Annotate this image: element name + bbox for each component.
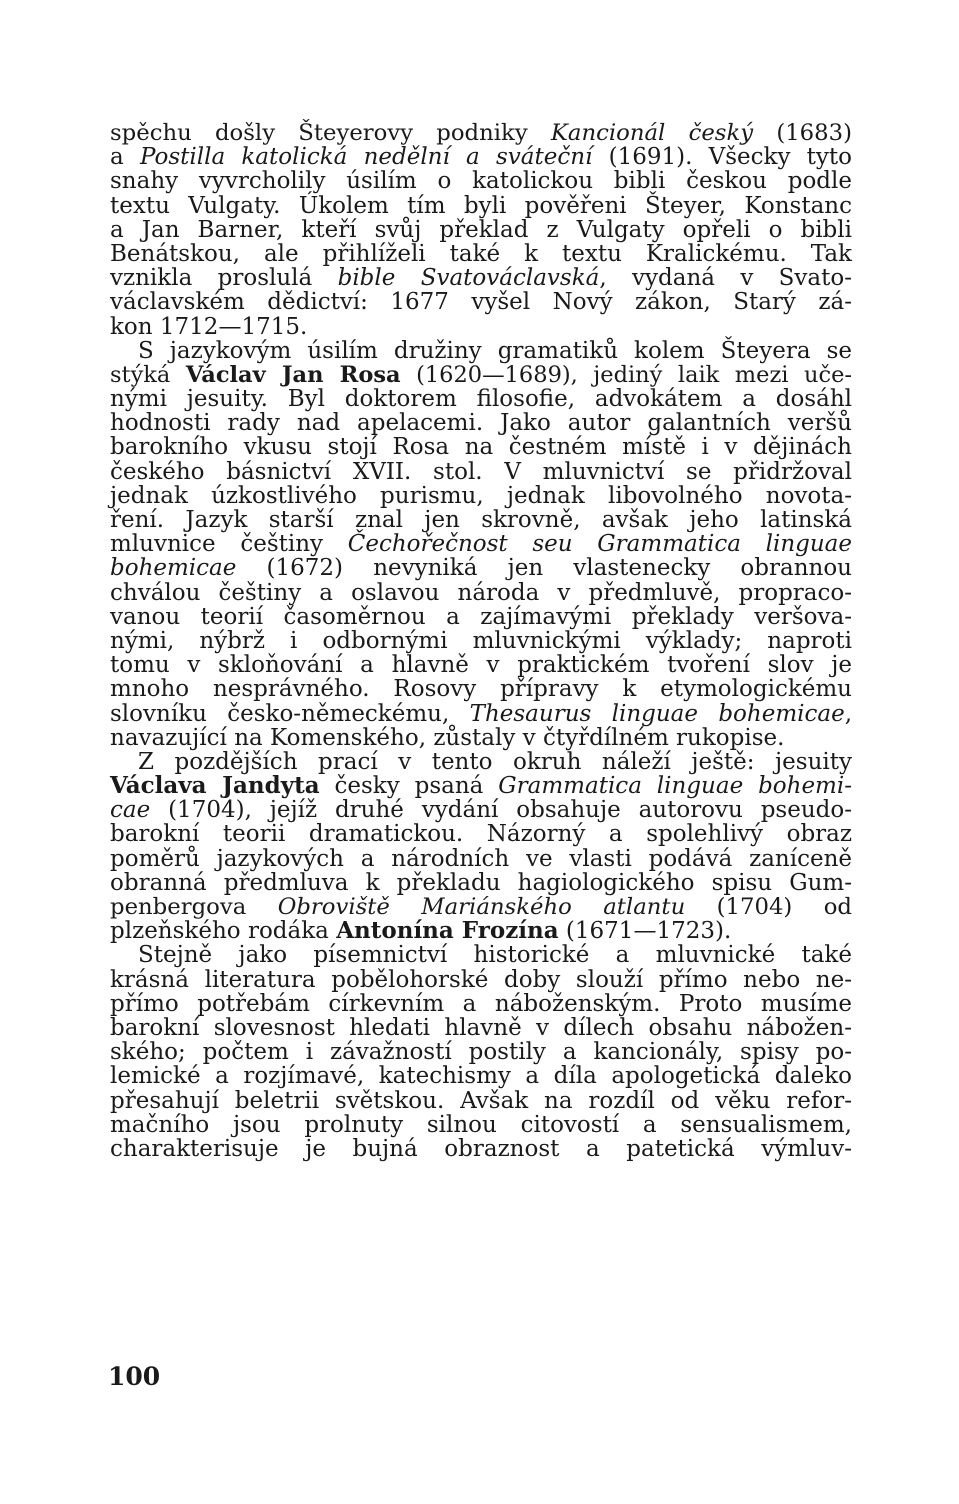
text-run: a bbox=[110, 144, 140, 171]
text-run: barokní teorii dramatickou. Názorný a spolehlivý obraz bbox=[110, 821, 852, 848]
text-run: S jazykovým úsilím družiny gramatiků kolem Šteyera se bbox=[138, 337, 852, 364]
text-run: česky psaná bbox=[319, 773, 499, 800]
bold-name: Antonína Frozína bbox=[336, 917, 559, 945]
text-line bbox=[110, 1040, 852, 1064]
text-line bbox=[110, 581, 852, 605]
text-line bbox=[110, 363, 852, 387]
text-line bbox=[110, 605, 852, 629]
text-run: vznikla proslulá bbox=[110, 265, 338, 292]
body-text bbox=[110, 121, 852, 1161]
text-line bbox=[110, 218, 852, 242]
text-run: (1620—1689), jediný laik mezi uče- bbox=[400, 361, 852, 388]
text-run: mnoho nesprávného. Rosovy přípravy k etymologickému bbox=[110, 676, 852, 703]
text-run: chválou češtiny a oslavou národa v předmluvě, propraco- bbox=[110, 579, 852, 606]
text-run: kon 1712—1715. bbox=[110, 313, 308, 340]
text-line bbox=[110, 968, 852, 992]
text-run: poměrů jazykových a národních ve vlasti podává zaníceně bbox=[110, 845, 852, 872]
italic-title: bohemicae bbox=[110, 555, 237, 582]
text-line bbox=[110, 169, 852, 193]
text-run: přesahují beletrii světskou. Avšak na rozdíl od věku refor- bbox=[110, 1087, 852, 1114]
text-run: českého básnictví XVII. stol. V mluvnictví se přidržoval bbox=[110, 458, 852, 485]
text-run: charakterisuje je bujná obraznost a patetická výmluv- bbox=[110, 1135, 852, 1162]
text-line bbox=[110, 750, 852, 774]
text-run: (1691). Všecky tyto bbox=[592, 144, 852, 171]
text-line bbox=[110, 460, 852, 484]
italic-title: Čechořečnost seu Grammatica linguae bbox=[347, 531, 852, 558]
text-run: textu Vulgaty. Úkolem tím byli pověřeni Šteyer, Konstanc bbox=[110, 192, 852, 219]
text-run: jednak úzkostlivého purismu, jednak libovolného novota- bbox=[110, 482, 852, 509]
text-line bbox=[110, 822, 852, 846]
text-run: vanou teorií časoměrnou a zajímavými překlady veršova- bbox=[110, 603, 852, 630]
text-line bbox=[110, 1137, 852, 1161]
text-run: Z pozdějších prací v tento okruh náleží ještě: jesuity bbox=[138, 748, 852, 775]
text-run: přímo potřebám církevním a náboženským. Proto musíme bbox=[110, 990, 852, 1017]
italic-title: bible Svatováclavská bbox=[337, 265, 600, 292]
italic-title: Postilla katolická nedělní a sváteční bbox=[139, 144, 593, 171]
text-run: barokního vkusu stojí Rosa na čestném místě i v dějinách bbox=[110, 434, 852, 461]
text-run: spěchu došly Šteyerovy podniky bbox=[110, 120, 551, 146]
text-run: krásná literatura pobělohorské doby slouží přímo nebo ne- bbox=[110, 966, 852, 993]
text-line bbox=[110, 121, 852, 145]
text-run: lemické a rozjímavé, katechismy a díla apologetická daleko bbox=[110, 1063, 852, 1090]
text-line bbox=[110, 315, 852, 339]
text-run: slovníku česko-německému, bbox=[110, 700, 470, 727]
text-run: Stejně jako písemnictví historické a mluvnické také bbox=[138, 942, 852, 969]
italic-title: Grammatica linguae bohemi- bbox=[498, 773, 852, 800]
text-run: ření. Jazyk starší znal jen skrovně, avšak jeho latinská bbox=[110, 507, 852, 533]
text-run: ského; počtem i závažností postily a kancionály, spisy po- bbox=[110, 1039, 852, 1066]
text-run: (1683) bbox=[753, 120, 852, 146]
text-run: stýká bbox=[110, 361, 186, 388]
bold-name: Václava Jandyta bbox=[110, 772, 320, 800]
text-line bbox=[110, 1016, 852, 1040]
text-line bbox=[110, 290, 852, 314]
text-run: penbergova bbox=[110, 894, 278, 920]
bold-name: Václav Jan Rosa bbox=[185, 361, 401, 388]
italic-title: Obroviště Mariánského atlantu bbox=[277, 894, 686, 920]
text-line bbox=[110, 702, 852, 726]
text-line bbox=[110, 1064, 852, 1088]
text-run: (1672) nevyniká jen vlastenecky obrannou bbox=[236, 555, 852, 582]
text-line bbox=[110, 387, 852, 411]
text-run: snahy vyvrcholily úsilím o katolickou bibli českou podle bbox=[110, 168, 852, 195]
text-line bbox=[110, 194, 852, 218]
page-number: 100 bbox=[108, 1362, 161, 1391]
text-run: tomu v skloňování a hlavně v praktickém tvoření slov je bbox=[110, 652, 852, 679]
text-run: hodnosti rady nad apelacemi. Jako autor galantních veršů bbox=[110, 410, 852, 437]
text-line bbox=[110, 677, 852, 701]
text-line bbox=[110, 508, 852, 532]
text-line bbox=[110, 1089, 852, 1113]
text-run: , vydaná v Svato- bbox=[599, 265, 852, 292]
text-line bbox=[110, 847, 852, 871]
text-run: , bbox=[844, 700, 852, 727]
text-run: (1671—1723). bbox=[558, 918, 732, 945]
italic-title: Kancionál český bbox=[550, 120, 754, 146]
text-line bbox=[110, 943, 852, 967]
text-run: Benátskou, ale přihlíželi také k textu Kralickému. Tak bbox=[110, 240, 852, 267]
italic-title: cae bbox=[110, 797, 151, 824]
text-line bbox=[110, 435, 852, 459]
text-run: plzeňského rodáka bbox=[110, 918, 337, 945]
text-line bbox=[110, 992, 852, 1016]
text-line bbox=[110, 919, 852, 943]
text-run: mačního jsou prolnuty silnou citovostí a sensualismem, bbox=[110, 1111, 852, 1138]
text-line bbox=[110, 629, 852, 653]
text-line bbox=[110, 871, 852, 895]
text-line bbox=[110, 774, 852, 798]
text-run: obranná předmluva k překladu hagiologického spisu Gum- bbox=[110, 869, 852, 896]
text-run: (1704), jejíž druhé vydání obsahuje autorovu pseudo- bbox=[150, 797, 852, 824]
text-run: nými jesuity. Byl doktorem filosofie, advokátem a dosáhl bbox=[110, 386, 852, 413]
text-run: václavském dědictví: 1677 vyšel Nový zákon, Starý zá- bbox=[110, 289, 852, 316]
text-run: nými, nýbrž i odbornými mluvnickými výklady; naproti bbox=[110, 627, 852, 654]
text-line bbox=[110, 411, 852, 435]
text-line bbox=[110, 484, 852, 508]
text-line bbox=[110, 653, 852, 677]
text-line bbox=[110, 726, 852, 750]
text-line bbox=[110, 242, 852, 266]
text-run: a Jan Barner, kteří svůj překlad z Vulgaty opřeli o bibli bbox=[110, 216, 852, 243]
text-line bbox=[110, 532, 852, 556]
text-line bbox=[110, 895, 852, 919]
text-run: (1704) od bbox=[685, 894, 852, 920]
text-run: barokní slovesnost hledati hlavně v dílech obsahu nábožen- bbox=[110, 1014, 852, 1041]
text-line bbox=[110, 556, 852, 580]
text-run: mluvnice češtiny bbox=[110, 531, 348, 558]
text-line bbox=[110, 339, 852, 363]
text-line bbox=[110, 266, 852, 290]
text-line bbox=[110, 1113, 852, 1137]
text-run: navazující na Komenského, zůstaly v čtyřdílném rukopise. bbox=[110, 724, 785, 751]
text-line bbox=[110, 798, 852, 822]
text-line bbox=[110, 145, 852, 169]
italic-title: Thesaurus linguae bohemicae bbox=[469, 700, 845, 727]
